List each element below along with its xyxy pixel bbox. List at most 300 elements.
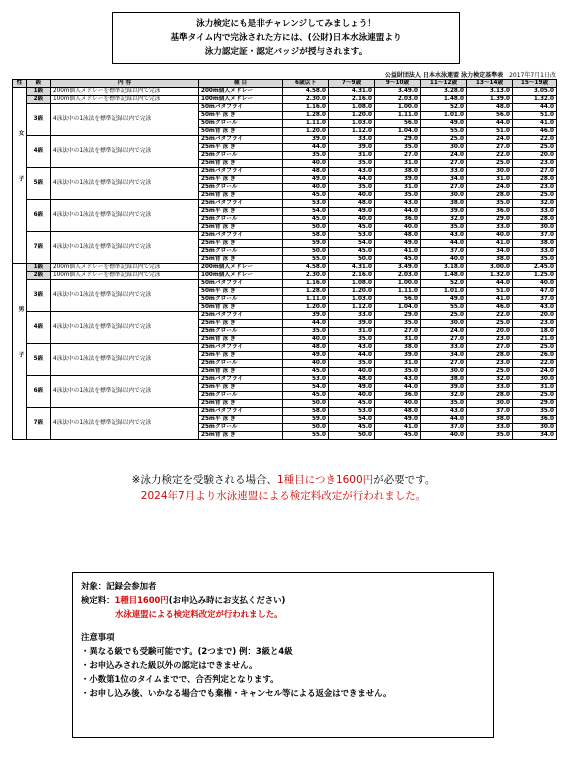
grade-cell: 2級 — [27, 272, 51, 280]
time-cell: 39.0 — [329, 144, 375, 152]
event-cell: 25mクロール — [199, 328, 283, 336]
time-cell: 25.0 — [467, 160, 513, 168]
time-cell: 33.0 — [467, 384, 513, 392]
table-row — [13, 232, 557, 240]
time-cell: 49.0 — [329, 208, 375, 216]
time-cell: 49.0 — [421, 120, 467, 128]
time-cell: 40.0 — [329, 192, 375, 200]
time-cell: 22.0 — [467, 152, 513, 160]
time-cell: 46.0 — [513, 128, 557, 136]
time-cell: 56.0 — [375, 296, 421, 304]
time-cell: 58.0 — [283, 408, 329, 416]
time-cell: 39.0 — [283, 312, 329, 320]
time-cell: 3.05.0 — [513, 88, 557, 96]
time-cell: 43.0 — [375, 200, 421, 208]
event-cell: 25m背 泳 ぎ — [199, 368, 283, 376]
time-cell: 31.0 — [329, 152, 375, 160]
col-age: 9～10歳 — [375, 80, 421, 88]
time-cell: 1.01.0 — [421, 112, 467, 120]
event-cell: 25mクロール — [199, 424, 283, 432]
time-cell: 49.0 — [283, 176, 329, 184]
time-cell: 30.0 — [421, 192, 467, 200]
time-cell: 1.32.0 — [467, 272, 513, 280]
fee-note-suffix: が必要です。 — [373, 474, 436, 486]
time-cell: 43.0 — [421, 408, 467, 416]
time-cell: 49.0 — [375, 240, 421, 248]
time-cell: 44.0 — [467, 280, 513, 288]
grade-cell: 4級 — [27, 312, 51, 344]
time-cell: 39.0 — [421, 384, 467, 392]
time-cell: 34.0 — [421, 352, 467, 360]
time-cell: 1.20.0 — [283, 304, 329, 312]
event-cell: 50m背 泳 ぎ — [199, 304, 283, 312]
time-cell: 59.0 — [283, 416, 329, 424]
time-cell: 1.16.0 — [283, 280, 329, 288]
time-cell: 25.0 — [513, 344, 557, 352]
col-age: 6歳以下 — [283, 80, 329, 88]
table-head-row — [13, 80, 557, 88]
grade-cell: 3級 — [27, 280, 51, 312]
time-cell: 3.00.0 — [467, 264, 513, 272]
event-cell: 25mクロール — [199, 152, 283, 160]
time-cell: 39.0 — [421, 208, 467, 216]
time-cell: 28.0 — [467, 352, 513, 360]
time-cell: 2.03.0 — [375, 272, 421, 280]
time-cell: 47.0 — [513, 288, 557, 296]
time-cell: 35.0 — [513, 256, 557, 264]
table-row — [13, 88, 557, 96]
time-cell: 45.0 — [375, 256, 421, 264]
time-cell: 1.11.0 — [375, 112, 421, 120]
time-cell: 38.0 — [421, 200, 467, 208]
time-cell: 51.0 — [467, 288, 513, 296]
table-row — [13, 272, 557, 280]
content-cell: 4泳法中の1泳法を標準記録以内で完泳 — [51, 408, 199, 440]
event-cell: 25mバタフライ — [199, 200, 283, 208]
time-cell: 1.20.0 — [283, 128, 329, 136]
content-cell: 4泳法中の1泳法を標準記録以内で完泳 — [51, 344, 199, 376]
grade-cell: 5級 — [27, 344, 51, 376]
grade-cell: 7級 — [27, 232, 51, 264]
time-cell: 44.0 — [329, 176, 375, 184]
time-cell: 33.0 — [513, 248, 557, 256]
time-cell: 37.0 — [513, 296, 557, 304]
time-cell: 45.0 — [283, 192, 329, 200]
notice-item: ・異なる級でも受験可能です。(2つまで) 例：3級と4級 — [81, 646, 293, 656]
time-cell: 1.48.0 — [421, 272, 467, 280]
time-cell: 48.0 — [329, 200, 375, 208]
time-cell: 33.0 — [329, 136, 375, 144]
time-cell: 1.11.0 — [283, 120, 329, 128]
time-cell: 1.08.0 — [329, 280, 375, 288]
event-cell: 25m背 泳 ぎ — [199, 192, 283, 200]
time-cell: 24.0 — [421, 152, 467, 160]
time-cell: 1.25.0 — [513, 272, 557, 280]
time-cell: 50.0 — [283, 248, 329, 256]
time-cell: 20.0 — [467, 328, 513, 336]
time-cell: 28.0 — [467, 192, 513, 200]
table-org-title: 公益財団法人 日本水泳連盟 泳力検定基準表 — [384, 72, 504, 79]
time-cell: 1.11.0 — [375, 288, 421, 296]
time-cell: 1.32.0 — [513, 96, 557, 104]
fee-suffix: (お申込み時にお支払ください) — [168, 595, 286, 605]
event-cell: 50m平 泳 ぎ — [199, 112, 283, 120]
time-cell: 33.0 — [513, 208, 557, 216]
time-cell: 50.0 — [329, 256, 375, 264]
time-cell: 52.0 — [421, 280, 467, 288]
table-header-line — [0, 70, 556, 79]
time-cell: 51.0 — [467, 128, 513, 136]
time-cell: 28.0 — [467, 392, 513, 400]
time-cell: 52.0 — [421, 104, 467, 112]
time-cell: 1.16.0 — [283, 104, 329, 112]
time-cell: 35.0 — [375, 368, 421, 376]
table-body — [13, 88, 557, 440]
event-cell: 25m平 泳 ぎ — [199, 208, 283, 216]
time-cell: 29.0 — [513, 400, 557, 408]
time-cell: 39.0 — [283, 136, 329, 144]
time-cell: 41.0 — [513, 120, 557, 128]
col-age: 11～12歳 — [421, 80, 467, 88]
time-cell: 41.0 — [467, 240, 513, 248]
time-cell: 2.45.0 — [513, 264, 557, 272]
time-cell: 1.00.0 — [375, 104, 421, 112]
time-cell: 20.0 — [513, 152, 557, 160]
time-cell: 48.0 — [467, 104, 513, 112]
time-cell: 36.0 — [467, 208, 513, 216]
time-cell: 4.31.0 — [329, 264, 375, 272]
time-cell: 4.58.0 — [283, 264, 329, 272]
time-cell: 2.30.0 — [283, 96, 329, 104]
time-cell: 18.0 — [513, 328, 557, 336]
time-cell: 40.0 — [375, 400, 421, 408]
time-cell: 44.0 — [375, 208, 421, 216]
col-sex: 性 — [13, 80, 27, 88]
table-row — [13, 312, 557, 320]
time-cell: 30.0 — [513, 424, 557, 432]
event-cell: 25mバタフライ — [199, 408, 283, 416]
event-cell: 200m個人メドレー — [199, 264, 283, 272]
table-row — [13, 376, 557, 384]
time-cell: 40.0 — [421, 432, 467, 440]
grade-cell: 5級 — [27, 168, 51, 200]
fee-revision-note: 2024年7月より水泳連盟による検定料改定が行われました。 — [140, 490, 427, 502]
time-cell: 27.0 — [467, 144, 513, 152]
target-line: 対象：記録会参加者 — [81, 581, 157, 591]
time-cell: 35.0 — [329, 184, 375, 192]
time-cell: 53.0 — [283, 200, 329, 208]
content-cell: 200m個人メドレーを標準記録以内で完泳 — [51, 264, 199, 272]
event-cell: 50m平 泳 ぎ — [199, 288, 283, 296]
grade-cell: 1級 — [27, 264, 51, 272]
event-cell: 25mクロール — [199, 392, 283, 400]
time-cell: 46.0 — [467, 304, 513, 312]
time-cell: 1.28.0 — [283, 288, 329, 296]
time-cell: 56.0 — [375, 120, 421, 128]
time-cell: 41.0 — [375, 424, 421, 432]
time-cell: 24.0 — [513, 368, 557, 376]
event-cell: 25mクロール — [199, 360, 283, 368]
time-cell: 44.0 — [467, 120, 513, 128]
time-cell: 2.03.0 — [375, 96, 421, 104]
time-cell: 39.0 — [375, 176, 421, 184]
time-cell: 1.03.0 — [329, 296, 375, 304]
time-cell: 25.0 — [421, 136, 467, 144]
time-cell: 43.0 — [329, 168, 375, 176]
time-cell: 1.12.0 — [329, 128, 375, 136]
time-cell: 50.0 — [283, 224, 329, 232]
time-cell: 22.0 — [513, 360, 557, 368]
content-cell: 4泳法中の1泳法を標準記録以内で完泳 — [51, 136, 199, 168]
info-box — [72, 572, 494, 738]
time-cell: 40.0 — [283, 360, 329, 368]
grade-cell: 6級 — [27, 200, 51, 232]
time-cell: 39.0 — [329, 320, 375, 328]
time-cell: 25.0 — [467, 368, 513, 376]
time-cell: 44.0 — [513, 104, 557, 112]
time-cell: 37.0 — [421, 248, 467, 256]
time-cell: 37.0 — [513, 232, 557, 240]
time-cell: 36.0 — [375, 216, 421, 224]
time-cell: 44.0 — [375, 384, 421, 392]
time-cell: 53.0 — [329, 232, 375, 240]
time-cell: 40.0 — [513, 280, 557, 288]
intro-line-3: 泳力認定証・認定バッジが授与されます。 — [204, 47, 368, 57]
content-cell: 4泳法中の1泳法を標準記録以内で完泳 — [51, 280, 199, 312]
time-cell: 35.0 — [421, 224, 467, 232]
time-cell: 48.0 — [375, 408, 421, 416]
event-cell: 25m平 泳 ぎ — [199, 320, 283, 328]
time-cell: 55.0 — [421, 128, 467, 136]
time-cell: 4.31.0 — [329, 88, 375, 96]
time-cell: 45.0 — [329, 400, 375, 408]
time-cell: 20.0 — [513, 312, 557, 320]
time-cell: 29.0 — [375, 136, 421, 144]
time-cell: 22.0 — [513, 136, 557, 144]
time-cell: 54.0 — [329, 416, 375, 424]
time-cell: 43.0 — [421, 232, 467, 240]
time-cell: 31.0 — [375, 184, 421, 192]
time-cell: 34.0 — [467, 248, 513, 256]
time-cell: 1.12.0 — [329, 304, 375, 312]
time-cell: 53.0 — [283, 376, 329, 384]
sex-cell: 女子 — [13, 88, 27, 264]
table-row — [13, 200, 557, 208]
time-cell: 23.0 — [513, 184, 557, 192]
grade-cell: 6級 — [27, 376, 51, 408]
time-cell: 40.0 — [283, 160, 329, 168]
time-cell: 31.0 — [329, 328, 375, 336]
time-cell: 32.0 — [421, 392, 467, 400]
time-cell: 33.0 — [329, 312, 375, 320]
time-cell: 28.0 — [513, 216, 557, 224]
time-cell: 43.0 — [329, 344, 375, 352]
time-cell: 23.0 — [513, 320, 557, 328]
table-row — [13, 168, 557, 176]
time-cell: 49.0 — [421, 296, 467, 304]
time-cell: 1.20.0 — [329, 288, 375, 296]
time-cell: 33.0 — [421, 344, 467, 352]
time-cell: 25.0 — [513, 192, 557, 200]
time-cell: 43.0 — [375, 376, 421, 384]
event-cell: 25m背 泳 ぎ — [199, 256, 283, 264]
col-event: 種 目 — [199, 80, 283, 88]
time-cell: 2.16.0 — [329, 272, 375, 280]
table-row — [13, 104, 557, 112]
time-cell: 25.0 — [421, 312, 467, 320]
sex-cell: 男子 — [13, 264, 27, 440]
time-cell: 1.48.0 — [421, 96, 467, 104]
time-cell: 30.0 — [421, 368, 467, 376]
content-cell: 4泳法中の1泳法を標準記録以内で完泳 — [51, 312, 199, 344]
time-cell: 3.13.0 — [467, 88, 513, 96]
event-cell: 200m個人メドレー — [199, 88, 283, 96]
col-age: 15～19歳 — [513, 80, 557, 88]
time-cell: 27.0 — [375, 328, 421, 336]
time-cell: 24.0 — [467, 136, 513, 144]
time-cell: 25.0 — [513, 144, 557, 152]
time-cell: 27.0 — [421, 160, 467, 168]
time-cell: 41.0 — [375, 248, 421, 256]
intro-line-2: 基準タイム内で完泳された方には、(公財)日本水泳連盟より — [170, 33, 402, 43]
event-cell: 25mクロール — [199, 248, 283, 256]
time-cell: 45.0 — [329, 424, 375, 432]
time-cell: 55.0 — [421, 304, 467, 312]
time-cell: 44.0 — [421, 416, 467, 424]
fee-line — [81, 593, 485, 607]
time-cell: 38.0 — [467, 256, 513, 264]
notice-item: ・お申込みされた級以外の認定はできません。 — [81, 660, 258, 670]
time-cell: 45.0 — [283, 368, 329, 376]
time-cell: 32.0 — [513, 200, 557, 208]
time-cell: 27.0 — [421, 184, 467, 192]
time-cell: 41.0 — [467, 296, 513, 304]
time-cell: 1.28.0 — [283, 112, 329, 120]
event-cell: 25mバタフライ — [199, 168, 283, 176]
time-cell: 50.0 — [283, 424, 329, 432]
time-cell: 2.16.0 — [329, 96, 375, 104]
time-cell: 37.0 — [421, 424, 467, 432]
time-cell: 48.0 — [283, 168, 329, 176]
table-row — [13, 136, 557, 144]
event-cell: 100m個人メドレー — [199, 272, 283, 280]
time-cell: 54.0 — [329, 240, 375, 248]
standards-table — [12, 79, 557, 440]
time-cell: 27.0 — [375, 152, 421, 160]
intro-box — [112, 12, 460, 64]
event-cell: 25mバタフライ — [199, 312, 283, 320]
grade-cell: 7級 — [27, 408, 51, 440]
event-cell: 25mクロール — [199, 184, 283, 192]
content-cell: 100m個人メドレーを標準記録以内で完泳 — [51, 272, 199, 280]
time-cell: 56.0 — [467, 112, 513, 120]
time-cell: 1.01.0 — [421, 288, 467, 296]
time-cell: 35.0 — [375, 192, 421, 200]
time-cell: 40.0 — [467, 232, 513, 240]
notice-title: 注意事項 — [81, 632, 115, 642]
time-cell: 1.04.0 — [375, 128, 421, 136]
event-cell: 50mクロール — [199, 296, 283, 304]
time-cell: 44.0 — [283, 320, 329, 328]
time-cell: 35.0 — [421, 400, 467, 408]
time-cell: 33.0 — [467, 424, 513, 432]
fee-note — [0, 472, 567, 487]
col-content: 内 容 — [51, 80, 199, 88]
event-cell: 25mバタフライ — [199, 136, 283, 144]
intro-line-1: 泳力検定にも是非チャレンジしてみましょう！ — [196, 19, 376, 29]
time-cell: 59.0 — [283, 240, 329, 248]
time-cell: 36.0 — [513, 416, 557, 424]
time-cell: 53.0 — [329, 408, 375, 416]
time-cell: 35.0 — [467, 432, 513, 440]
time-cell: 58.0 — [283, 232, 329, 240]
time-cell: 3.28.0 — [421, 88, 467, 96]
time-cell: 39.0 — [375, 352, 421, 360]
table-row — [13, 96, 557, 104]
event-cell: 25mバタフライ — [199, 344, 283, 352]
table-row — [13, 280, 557, 288]
event-cell: 25m平 泳 ぎ — [199, 416, 283, 424]
grade-cell: 2級 — [27, 96, 51, 104]
event-cell: 25mバタフライ — [199, 376, 283, 384]
time-cell: 1.20.0 — [329, 112, 375, 120]
event-cell: 25m平 泳 ぎ — [199, 144, 283, 152]
time-cell: 48.0 — [375, 232, 421, 240]
time-cell: 40.0 — [329, 392, 375, 400]
grade-cell: 3級 — [27, 104, 51, 136]
time-cell: 36.0 — [375, 392, 421, 400]
time-cell: 1.08.0 — [329, 104, 375, 112]
event-cell: 50m背 泳 ぎ — [199, 128, 283, 136]
time-cell: 3.18.0 — [421, 264, 467, 272]
time-cell: 31.0 — [375, 160, 421, 168]
time-cell: 25.0 — [467, 320, 513, 328]
time-cell: 23.0 — [467, 336, 513, 344]
time-cell: 35.0 — [283, 152, 329, 160]
time-cell: 35.0 — [329, 336, 375, 344]
time-cell: 35.0 — [375, 320, 421, 328]
time-cell: 1.04.0 — [375, 304, 421, 312]
table-revision-date: 2017年7月1日改 — [509, 72, 556, 79]
time-cell: 54.0 — [283, 384, 329, 392]
time-cell: 30.0 — [421, 320, 467, 328]
time-cell: 23.0 — [467, 360, 513, 368]
content-cell: 4泳法中の1泳法を標準記録以内で完泳 — [51, 376, 199, 408]
time-cell: 38.0 — [467, 416, 513, 424]
time-cell: 44.0 — [329, 352, 375, 360]
time-cell: 24.0 — [467, 184, 513, 192]
time-cell: 1.39.0 — [467, 96, 513, 104]
time-cell: 3.49.0 — [375, 264, 421, 272]
time-cell: 4.58.0 — [283, 88, 329, 96]
time-cell: 27.0 — [467, 344, 513, 352]
time-cell: 30.0 — [513, 224, 557, 232]
event-cell: 50mバタフライ — [199, 104, 283, 112]
time-cell: 27.0 — [513, 168, 557, 176]
event-cell: 25m平 泳 ぎ — [199, 240, 283, 248]
time-cell: 25.0 — [513, 392, 557, 400]
time-cell: 43.0 — [513, 304, 557, 312]
time-cell: 30.0 — [421, 144, 467, 152]
content-cell: 4泳法中の1泳法を標準記録以内で完泳 — [51, 232, 199, 264]
event-cell: 50mクロール — [199, 120, 283, 128]
time-cell: 1.03.0 — [329, 120, 375, 128]
time-cell: 30.0 — [467, 168, 513, 176]
time-cell: 32.0 — [421, 216, 467, 224]
content-cell: 200m個人メドレーを標準記録以内で完泳 — [51, 88, 199, 96]
time-cell: 45.0 — [329, 248, 375, 256]
time-cell: 38.0 — [421, 376, 467, 384]
